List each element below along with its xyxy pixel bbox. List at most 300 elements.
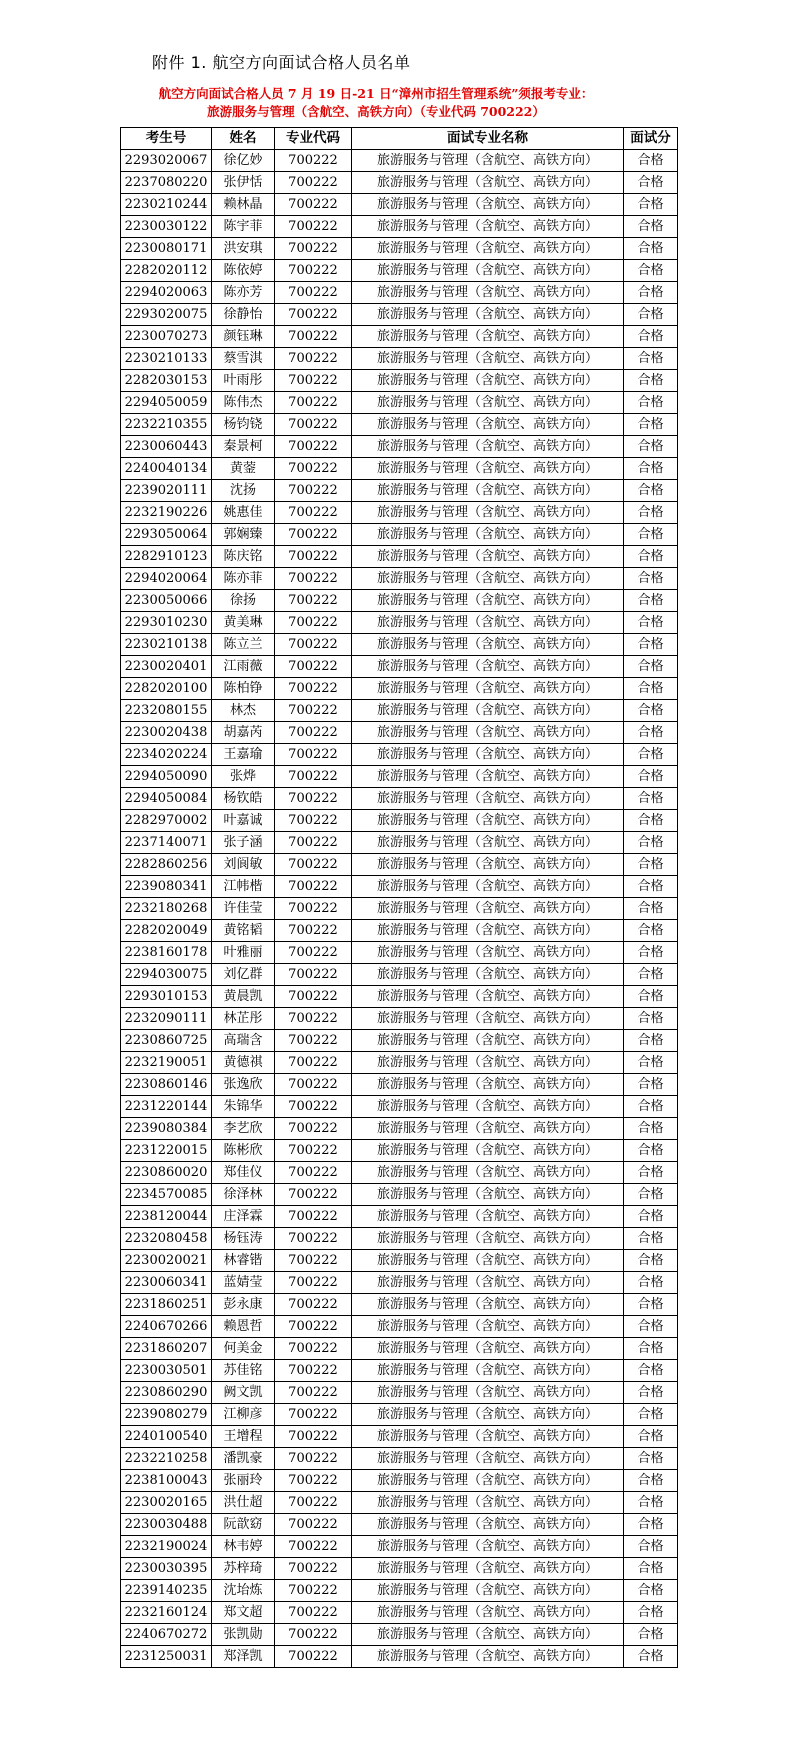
major-name-cell: 旅游服务与管理（含航空、高铁方向） [352, 260, 624, 282]
major-name-cell: 旅游服务与管理（含航空、高铁方向） [352, 282, 624, 304]
exam-number-cell: 2294050090 [121, 766, 212, 788]
name-cell: 沈坮炼 [212, 1580, 275, 1602]
result-cell: 合格 [624, 150, 678, 172]
major-name-cell: 旅游服务与管理（含航空、高铁方向） [352, 1580, 624, 1602]
major-name-cell: 旅游服务与管理（含航空、高铁方向） [352, 1250, 624, 1272]
name-cell: 杨钦皓 [212, 788, 275, 810]
major-code-cell: 700222 [275, 1624, 352, 1646]
exam-number-cell: 2240670266 [121, 1316, 212, 1338]
table-row [121, 1052, 678, 1074]
exam-number-cell: 2240670272 [121, 1624, 212, 1646]
exam-number-cell: 2232080458 [121, 1228, 212, 1250]
major-code-cell: 700222 [275, 238, 352, 260]
exam-number-cell: 2294020064 [121, 568, 212, 590]
exam-number-cell: 2234570085 [121, 1184, 212, 1206]
result-cell: 合格 [624, 568, 678, 590]
major-name-cell: 旅游服务与管理（含航空、高铁方向） [352, 1228, 624, 1250]
exam-number-cell: 2231220144 [121, 1096, 212, 1118]
exam-number-cell: 2230030122 [121, 216, 212, 238]
major-name-cell: 旅游服务与管理（含航空、高铁方向） [352, 1074, 624, 1096]
result-cell: 合格 [624, 898, 678, 920]
exam-number-cell: 2230210133 [121, 348, 212, 370]
major-code-cell: 700222 [275, 1470, 352, 1492]
exam-number-cell: 2230210244 [121, 194, 212, 216]
exam-number-cell: 2239080279 [121, 1404, 212, 1426]
name-cell: 秦景柯 [212, 436, 275, 458]
name-cell: 黄德祺 [212, 1052, 275, 1074]
name-cell: 张凯勋 [212, 1624, 275, 1646]
result-cell: 合格 [624, 1470, 678, 1492]
major-code-cell: 700222 [275, 348, 352, 370]
result-cell: 合格 [624, 1624, 678, 1646]
exam-number-cell: 2239140235 [121, 1580, 212, 1602]
result-cell: 合格 [624, 370, 678, 392]
exam-number-cell: 2238160178 [121, 942, 212, 964]
table-row [121, 304, 678, 326]
major-code-cell: 700222 [275, 260, 352, 282]
header-major-name: 面试专业名称 [352, 128, 624, 150]
exam-number-cell: 2240100540 [121, 1426, 212, 1448]
major-code-cell: 700222 [275, 986, 352, 1008]
exam-number-cell: 2239080341 [121, 876, 212, 898]
major-name-cell: 旅游服务与管理（含航空、高铁方向） [352, 634, 624, 656]
major-name-cell: 旅游服务与管理（含航空、高铁方向） [352, 436, 624, 458]
name-cell: 黄铭韬 [212, 920, 275, 942]
name-cell: 蔡雪淇 [212, 348, 275, 370]
major-name-cell: 旅游服务与管理（含航空、高铁方向） [352, 502, 624, 524]
major-name-cell: 旅游服务与管理（含航空、高铁方向） [352, 568, 624, 590]
table-header-row [121, 128, 678, 150]
major-name-cell: 旅游服务与管理（含航空、高铁方向） [352, 920, 624, 942]
name-cell: 张逸欣 [212, 1074, 275, 1096]
result-cell: 合格 [624, 1030, 678, 1052]
major-name-cell: 旅游服务与管理（含航空、高铁方向） [352, 1470, 624, 1492]
table-row [121, 986, 678, 1008]
major-code-cell: 700222 [275, 1602, 352, 1624]
name-cell: 江雨薇 [212, 656, 275, 678]
exam-number-cell: 2230070273 [121, 326, 212, 348]
major-name-cell: 旅游服务与管理（含航空、高铁方向） [352, 832, 624, 854]
major-code-cell: 700222 [275, 1272, 352, 1294]
header-name: 姓名 [212, 128, 275, 150]
exam-number-cell: 2294050084 [121, 788, 212, 810]
notice-line-1: 航空方向面试合格人员 7 月 19 日-21 日“漳州市招生管理系统”须报考专业： [158, 86, 594, 101]
major-code-cell: 700222 [275, 480, 352, 502]
exam-number-cell: 2232190051 [121, 1052, 212, 1074]
table-row [121, 524, 678, 546]
name-cell: 陈立兰 [212, 634, 275, 656]
result-cell: 合格 [624, 458, 678, 480]
name-cell: 郑文超 [212, 1602, 275, 1624]
table-row [121, 1492, 678, 1514]
table-row [121, 590, 678, 612]
result-cell: 合格 [624, 1404, 678, 1426]
table-row [121, 1294, 678, 1316]
exam-number-cell: 2231220015 [121, 1140, 212, 1162]
exam-number-cell: 2282970002 [121, 810, 212, 832]
name-cell: 徐扬 [212, 590, 275, 612]
table-row [121, 964, 678, 986]
name-cell: 陈亦菲 [212, 568, 275, 590]
result-cell: 合格 [624, 1206, 678, 1228]
result-cell: 合格 [624, 1580, 678, 1602]
result-cell: 合格 [624, 854, 678, 876]
exam-number-cell: 2237080220 [121, 172, 212, 194]
header-interview-score: 面试分 [624, 128, 678, 150]
name-cell: 苏梓琦 [212, 1558, 275, 1580]
exam-number-cell: 2231860251 [121, 1294, 212, 1316]
result-cell: 合格 [624, 172, 678, 194]
major-name-cell: 旅游服务与管理（含航空、高铁方向） [352, 348, 624, 370]
exam-number-cell: 2230060341 [121, 1272, 212, 1294]
name-cell: 徐亿妙 [212, 150, 275, 172]
result-cell: 合格 [624, 1184, 678, 1206]
name-cell: 张伊恬 [212, 172, 275, 194]
major-code-cell: 700222 [275, 1096, 352, 1118]
result-cell: 合格 [624, 216, 678, 238]
table-row [121, 370, 678, 392]
table-row [121, 1272, 678, 1294]
major-code-cell: 700222 [275, 1536, 352, 1558]
exam-number-cell: 2240040134 [121, 458, 212, 480]
major-name-cell: 旅游服务与管理（含航空、高铁方向） [352, 216, 624, 238]
major-name-cell: 旅游服务与管理（含航空、高铁方向） [352, 1360, 624, 1382]
table-row [121, 1558, 678, 1580]
major-name-cell: 旅游服务与管理（含航空、高铁方向） [352, 1162, 624, 1184]
table-row [121, 1426, 678, 1448]
name-cell: 林睿锴 [212, 1250, 275, 1272]
major-code-cell: 700222 [275, 1646, 352, 1668]
result-cell: 合格 [624, 766, 678, 788]
table-row [121, 1096, 678, 1118]
major-name-cell: 旅游服务与管理（含航空、高铁方向） [352, 1206, 624, 1228]
major-code-cell: 700222 [275, 1580, 352, 1602]
major-name-cell: 旅游服务与管理（含航空、高铁方向） [352, 1052, 624, 1074]
major-name-cell: 旅游服务与管理（含航空、高铁方向） [352, 150, 624, 172]
major-name-cell: 旅游服务与管理（含航空、高铁方向） [352, 656, 624, 678]
major-name-cell: 旅游服务与管理（含航空、高铁方向） [352, 1294, 624, 1316]
major-name-cell: 旅游服务与管理（含航空、高铁方向） [352, 700, 624, 722]
major-code-cell: 700222 [275, 1404, 352, 1426]
exam-number-cell: 2232090111 [121, 1008, 212, 1030]
major-name-cell: 旅游服务与管理（含航空、高铁方向） [352, 304, 624, 326]
name-cell: 潘凯豪 [212, 1448, 275, 1470]
exam-number-cell: 2230020438 [121, 722, 212, 744]
major-name-cell: 旅游服务与管理（含航空、高铁方向） [352, 854, 624, 876]
major-code-cell: 700222 [275, 898, 352, 920]
major-code-cell: 700222 [275, 1162, 352, 1184]
result-cell: 合格 [624, 1338, 678, 1360]
table-row [121, 678, 678, 700]
name-cell: 赖林晶 [212, 194, 275, 216]
name-cell: 陈依婷 [212, 260, 275, 282]
table-row [121, 942, 678, 964]
major-name-cell: 旅游服务与管理（含航空、高铁方向） [352, 612, 624, 634]
exam-number-cell: 2232210355 [121, 414, 212, 436]
table-row [121, 1030, 678, 1052]
name-cell: 郭娴臻 [212, 524, 275, 546]
major-code-cell: 700222 [275, 1360, 352, 1382]
major-code-cell: 700222 [275, 1426, 352, 1448]
name-cell: 赖恩哲 [212, 1316, 275, 1338]
result-cell: 合格 [624, 700, 678, 722]
result-cell: 合格 [624, 304, 678, 326]
major-name-cell: 旅游服务与管理（含航空、高铁方向） [352, 326, 624, 348]
table-row [121, 392, 678, 414]
major-code-cell: 700222 [275, 1206, 352, 1228]
major-name-cell: 旅游服务与管理（含航空、高铁方向） [352, 766, 624, 788]
exam-number-cell: 2230860020 [121, 1162, 212, 1184]
exam-number-cell: 2230030395 [121, 1558, 212, 1580]
name-cell: 黄晨凯 [212, 986, 275, 1008]
result-cell: 合格 [624, 524, 678, 546]
table-row [121, 744, 678, 766]
major-code-cell: 700222 [275, 942, 352, 964]
result-cell: 合格 [624, 194, 678, 216]
name-cell: 阙文凯 [212, 1382, 275, 1404]
major-code-cell: 700222 [275, 282, 352, 304]
table-row [121, 1470, 678, 1492]
result-cell: 合格 [624, 810, 678, 832]
result-cell: 合格 [624, 678, 678, 700]
exam-number-cell: 2238120044 [121, 1206, 212, 1228]
major-code-cell: 700222 [275, 1118, 352, 1140]
name-cell: 胡嘉芮 [212, 722, 275, 744]
exam-number-cell: 2230030488 [121, 1514, 212, 1536]
name-cell: 王嘉瑜 [212, 744, 275, 766]
result-cell: 合格 [624, 282, 678, 304]
result-cell: 合格 [624, 1360, 678, 1382]
major-code-cell: 700222 [275, 392, 352, 414]
name-cell: 林杰 [212, 700, 275, 722]
name-cell: 叶雨彤 [212, 370, 275, 392]
table-row [121, 1184, 678, 1206]
major-name-cell: 旅游服务与管理（含航空、高铁方向） [352, 1030, 624, 1052]
major-code-cell: 700222 [275, 1448, 352, 1470]
name-cell: 蓝婧莹 [212, 1272, 275, 1294]
result-cell: 合格 [624, 1272, 678, 1294]
exam-number-cell: 2294050059 [121, 392, 212, 414]
major-code-cell: 700222 [275, 370, 352, 392]
table-row [121, 832, 678, 854]
table-row [121, 1602, 678, 1624]
result-cell: 合格 [624, 348, 678, 370]
result-cell: 合格 [624, 612, 678, 634]
name-cell: 张烨 [212, 766, 275, 788]
name-cell: 陈宇菲 [212, 216, 275, 238]
exam-number-cell: 2230080171 [121, 238, 212, 260]
table-row [121, 414, 678, 436]
major-code-cell: 700222 [275, 502, 352, 524]
result-cell: 合格 [624, 1316, 678, 1338]
table-row [121, 172, 678, 194]
table-row [121, 568, 678, 590]
name-cell: 李艺欣 [212, 1118, 275, 1140]
name-cell: 洪安琪 [212, 238, 275, 260]
table-row [121, 216, 678, 238]
major-name-cell: 旅游服务与管理（含航空、高铁方向） [352, 414, 624, 436]
result-cell: 合格 [624, 964, 678, 986]
major-code-cell: 700222 [275, 1228, 352, 1250]
name-cell: 刘阆敏 [212, 854, 275, 876]
major-code-cell: 700222 [275, 414, 352, 436]
table-row [121, 1536, 678, 1558]
major-name-cell: 旅游服务与管理（含航空、高铁方向） [352, 1624, 624, 1646]
name-cell: 林韦婷 [212, 1536, 275, 1558]
major-code-cell: 700222 [275, 1184, 352, 1206]
exam-number-cell: 2238100043 [121, 1470, 212, 1492]
major-name-cell: 旅游服务与管理（含航空、高铁方向） [352, 1536, 624, 1558]
name-cell: 郑佳仪 [212, 1162, 275, 1184]
name-cell: 高瑞含 [212, 1030, 275, 1052]
table-row [121, 502, 678, 524]
major-name-cell: 旅游服务与管理（含航空、高铁方向） [352, 546, 624, 568]
major-code-cell: 700222 [275, 1140, 352, 1162]
exam-number-cell: 2293010230 [121, 612, 212, 634]
result-cell: 合格 [624, 392, 678, 414]
exam-number-cell: 2230020021 [121, 1250, 212, 1272]
name-cell: 阮歆窈 [212, 1514, 275, 1536]
result-cell: 合格 [624, 1514, 678, 1536]
major-code-cell: 700222 [275, 150, 352, 172]
result-cell: 合格 [624, 832, 678, 854]
major-code-cell: 700222 [275, 788, 352, 810]
result-cell: 合格 [624, 1536, 678, 1558]
table-row [121, 788, 678, 810]
table-row [121, 1360, 678, 1382]
exam-number-cell: 2294020063 [121, 282, 212, 304]
major-name-cell: 旅游服务与管理（含航空、高铁方向） [352, 1272, 624, 1294]
result-cell: 合格 [624, 436, 678, 458]
exam-number-cell: 2230860725 [121, 1030, 212, 1052]
exam-number-cell: 2230030501 [121, 1360, 212, 1382]
result-cell: 合格 [624, 1602, 678, 1624]
table-row [121, 766, 678, 788]
exam-number-cell: 2230860290 [121, 1382, 212, 1404]
name-cell: 洪仕超 [212, 1492, 275, 1514]
result-cell: 合格 [624, 480, 678, 502]
major-name-cell: 旅游服务与管理（含航空、高铁方向） [352, 172, 624, 194]
exam-number-cell: 2282030153 [121, 370, 212, 392]
major-name-cell: 旅游服务与管理（含航空、高铁方向） [352, 238, 624, 260]
name-cell: 许佳莹 [212, 898, 275, 920]
result-cell: 合格 [624, 876, 678, 898]
major-code-cell: 700222 [275, 854, 352, 876]
major-code-cell: 700222 [275, 766, 352, 788]
major-code-cell: 700222 [275, 1382, 352, 1404]
table-row [121, 194, 678, 216]
major-name-cell: 旅游服务与管理（含航空、高铁方向） [352, 1492, 624, 1514]
result-cell: 合格 [624, 260, 678, 282]
major-code-cell: 700222 [275, 1514, 352, 1536]
major-name-cell: 旅游服务与管理（含航空、高铁方向） [352, 1118, 624, 1140]
table-row [121, 810, 678, 832]
table-row [121, 458, 678, 480]
major-name-cell: 旅游服务与管理（含航空、高铁方向） [352, 458, 624, 480]
result-cell: 合格 [624, 1096, 678, 1118]
result-cell: 合格 [624, 1448, 678, 1470]
major-name-cell: 旅游服务与管理（含航空、高铁方向） [352, 194, 624, 216]
name-cell: 杨钧铙 [212, 414, 275, 436]
major-name-cell: 旅游服务与管理（含航空、高铁方向） [352, 480, 624, 502]
result-cell: 合格 [624, 1140, 678, 1162]
notice-line-2: 旅游服务与管理（含航空、高铁方向）（专业代码 700222） [207, 104, 545, 119]
major-code-cell: 700222 [275, 304, 352, 326]
major-name-cell: 旅游服务与管理（含航空、高铁方向） [352, 876, 624, 898]
result-cell: 合格 [624, 1118, 678, 1140]
table-row [121, 1382, 678, 1404]
major-code-cell: 700222 [275, 546, 352, 568]
table-row [121, 876, 678, 898]
name-cell: 徐静怡 [212, 304, 275, 326]
major-code-cell: 700222 [275, 194, 352, 216]
exam-number-cell: 2230210138 [121, 634, 212, 656]
table-row [121, 1162, 678, 1184]
major-code-cell: 700222 [275, 920, 352, 942]
table-row [121, 898, 678, 920]
result-cell: 合格 [624, 1558, 678, 1580]
result-cell: 合格 [624, 238, 678, 260]
major-code-cell: 700222 [275, 1074, 352, 1096]
major-code-cell: 700222 [275, 876, 352, 898]
name-cell: 叶嘉诚 [212, 810, 275, 832]
exam-number-cell: 2230020401 [121, 656, 212, 678]
result-cell: 合格 [624, 1492, 678, 1514]
table-row [121, 1448, 678, 1470]
exam-number-cell: 2232190024 [121, 1536, 212, 1558]
major-name-cell: 旅游服务与管理（含航空、高铁方向） [352, 1382, 624, 1404]
major-code-cell: 700222 [275, 436, 352, 458]
table-row [121, 1646, 678, 1668]
exam-number-cell: 2232160124 [121, 1602, 212, 1624]
major-code-cell: 700222 [275, 1492, 352, 1514]
major-name-cell: 旅游服务与管理（含航空、高铁方向） [352, 1140, 624, 1162]
exam-number-cell: 2239020111 [121, 480, 212, 502]
table-row [121, 238, 678, 260]
major-code-cell: 700222 [275, 1008, 352, 1030]
exam-number-cell: 2282020112 [121, 260, 212, 282]
exam-number-cell: 2230020165 [121, 1492, 212, 1514]
name-cell: 陈彬欣 [212, 1140, 275, 1162]
result-cell: 合格 [624, 1382, 678, 1404]
name-cell: 黄蓥 [212, 458, 275, 480]
result-cell: 合格 [624, 546, 678, 568]
major-name-cell: 旅游服务与管理（含航空、高铁方向） [352, 788, 624, 810]
table-row [121, 1206, 678, 1228]
name-cell: 江柳彦 [212, 1404, 275, 1426]
major-code-cell: 700222 [275, 656, 352, 678]
table-row [121, 326, 678, 348]
result-cell: 合格 [624, 744, 678, 766]
table-row [121, 722, 678, 744]
name-cell: 郑泽凯 [212, 1646, 275, 1668]
major-code-cell: 700222 [275, 1250, 352, 1272]
exam-number-cell: 2232210258 [121, 1448, 212, 1470]
qualified-candidates-table [120, 127, 678, 1668]
name-cell: 彭永康 [212, 1294, 275, 1316]
result-cell: 合格 [624, 1426, 678, 1448]
major-code-cell: 700222 [275, 700, 352, 722]
name-cell: 王增程 [212, 1426, 275, 1448]
exam-number-cell: 2232190226 [121, 502, 212, 524]
table-row [121, 1316, 678, 1338]
major-name-cell: 旅游服务与管理（含航空、高铁方向） [352, 1602, 624, 1624]
name-cell: 张丽玲 [212, 1470, 275, 1492]
exam-number-cell: 2231860207 [121, 1338, 212, 1360]
table-row [121, 656, 678, 678]
result-cell: 合格 [624, 1008, 678, 1030]
exam-number-cell: 2237140071 [121, 832, 212, 854]
